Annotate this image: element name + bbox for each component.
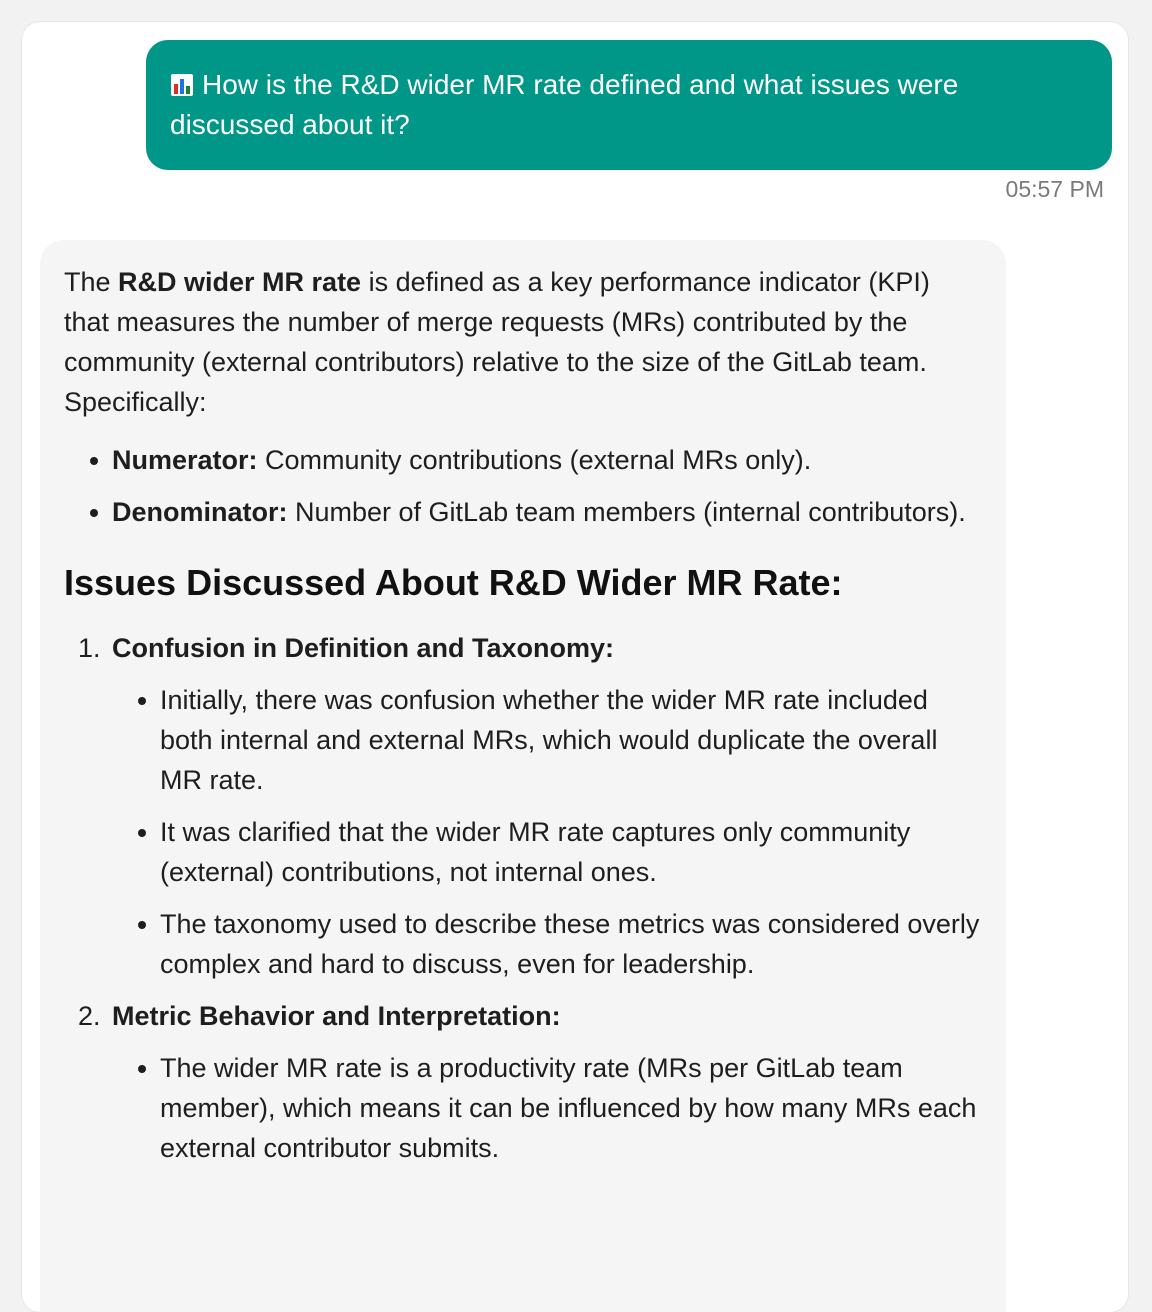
definition-list xyxy=(64,440,982,532)
issue-points xyxy=(112,680,982,984)
issue-number: 2. xyxy=(78,1001,101,1031)
issue-item xyxy=(64,628,982,984)
intro-paragraph: The R&D wider MR rate is defined as a key performance indicator (KPI) that measures the number of merge requests (MRs) contributed by the community (external contributors) relative to the size of the GitLab team. Specifically: xyxy=(64,267,930,417)
issue-title: Metric Behavior and Interpretation: xyxy=(112,1001,561,1031)
list-item: It was clarified that the wider MR rate captures only community (external) contributions, not internal ones. xyxy=(160,812,982,892)
list-item: The taxonomy used to describe these metrics was considered overly complex and hard to discuss, even for leadership. xyxy=(160,904,982,984)
list-item: Numerator: Community contributions (external MRs only). xyxy=(112,440,982,480)
issue-title: Confusion in Definition and Taxonomy: xyxy=(112,633,614,663)
message-timestamp: 05:57 PM xyxy=(1005,176,1104,202)
assistant-message-bubble xyxy=(40,240,1006,1312)
issue-points xyxy=(112,1048,982,1168)
issue-item xyxy=(64,996,982,1168)
issues-list xyxy=(64,628,982,1168)
user-message-bubble xyxy=(146,40,1112,170)
user-message-text: How is the R&D wider MR rate defined and what issues were discussed about it? xyxy=(170,69,959,140)
list-item: Denominator: Number of GitLab team members (internal contributors). xyxy=(112,492,982,532)
intro-bold-term: R&D wider MR rate xyxy=(118,267,362,297)
chat-panel xyxy=(22,22,1128,1312)
list-item: The wider MR rate is a productivity rate (MRs per GitLab team member), which means it can be influenced by how many MRs each external contributor submits. xyxy=(160,1048,982,1168)
section-heading: Issues Discussed About R&D Wider MR Rate: xyxy=(64,562,843,603)
issue-number: 1. xyxy=(78,633,101,663)
bar-chart-icon xyxy=(170,68,194,92)
list-item: Initially, there was confusion whether the wider MR rate included both internal and external MRs, which would duplicate the overall MR rate. xyxy=(160,680,982,800)
